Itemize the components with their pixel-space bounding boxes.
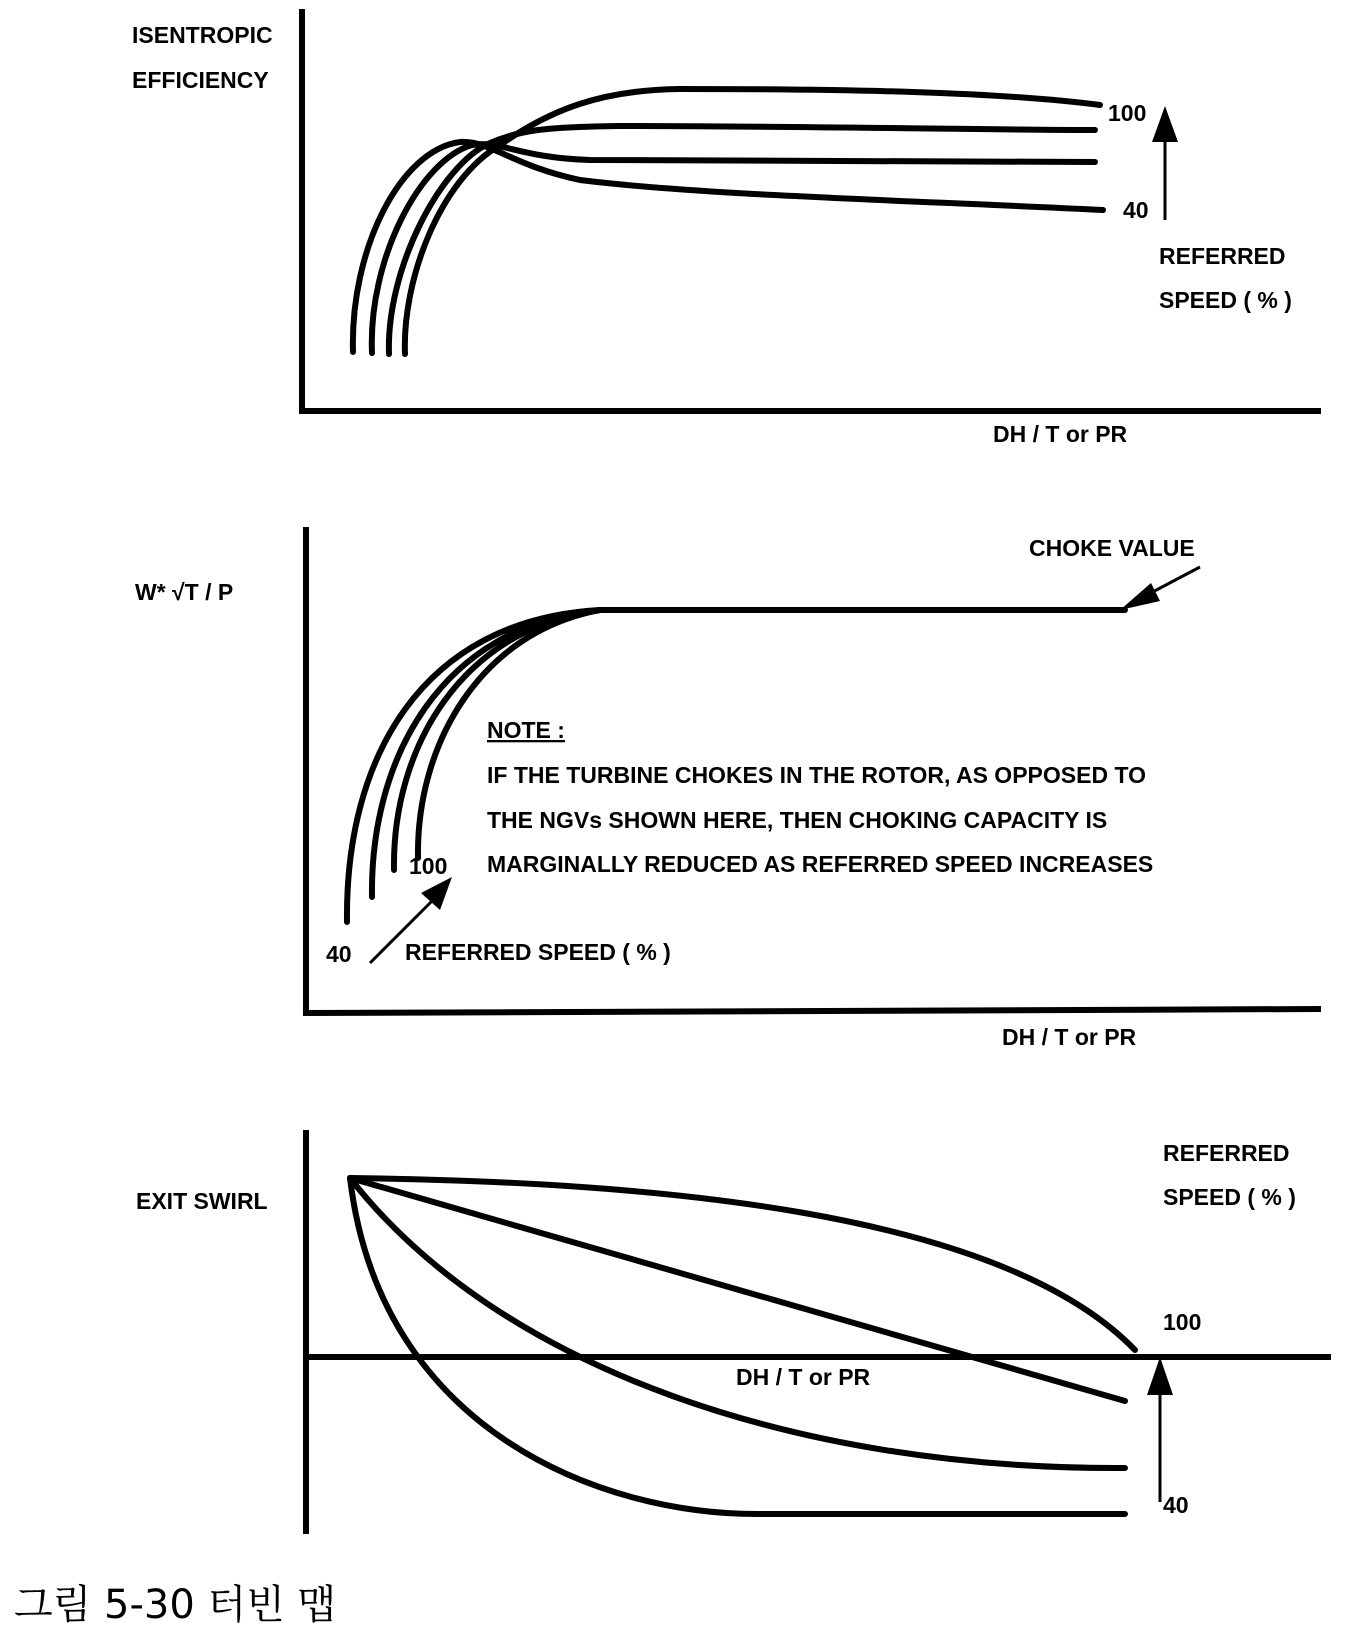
flow-x-axis bbox=[306, 1009, 1318, 1013]
efficiency-legend-line2: SPEED ( % ) bbox=[1159, 287, 1292, 313]
swirl-panel bbox=[136, 1133, 1328, 1531]
swirl-xlabel: DH / T or PR bbox=[736, 1364, 871, 1390]
swirl-speed-arrow-head bbox=[1147, 1357, 1173, 1395]
efficiency-ylabel-line2: EFFICIENCY bbox=[132, 67, 269, 93]
flow-note-title: NOTE : bbox=[487, 717, 565, 743]
flow-ylabel: W* √T / P bbox=[135, 579, 234, 605]
efficiency-speed-100-label: 100 bbox=[1108, 100, 1147, 126]
efficiency-legend-line1: REFERRED bbox=[1159, 243, 1286, 269]
flow-note-line3: MARGINALLY REDUCED AS REFERRED SPEED INCREASES bbox=[487, 851, 1154, 877]
efficiency-speed-arrow-head bbox=[1152, 106, 1178, 142]
flow-speed-100-label: 100 bbox=[409, 853, 448, 879]
efficiency-curve-60 bbox=[372, 144, 1095, 353]
efficiency-speed-40-label: 40 bbox=[1123, 197, 1149, 223]
flow-choke-label: CHOKE VALUE bbox=[1029, 535, 1195, 561]
flow-choke-arrow-head bbox=[1120, 583, 1160, 610]
flow-note-line1: IF THE TURBINE CHOKES IN THE ROTOR, AS OPPOSED TO bbox=[487, 762, 1146, 788]
efficiency-ylabel-line1: ISENTROPIC bbox=[132, 22, 273, 48]
flow-speed-label: REFERRED SPEED ( % ) bbox=[405, 939, 671, 965]
swirl-speed-100-label: 100 bbox=[1163, 1309, 1202, 1335]
figure-caption: 그림 5-30 터빈 맵 bbox=[14, 1582, 337, 1628]
flow-note-line2: THE NGVs SHOWN HERE, THEN CHOKING CAPACITY IS bbox=[487, 807, 1108, 833]
swirl-curve-60 bbox=[350, 1178, 1125, 1468]
swirl-curve-100 bbox=[350, 1178, 1135, 1350]
swirl-speed-40-label: 40 bbox=[1163, 1492, 1189, 1518]
flow-speed-40-label: 40 bbox=[326, 941, 352, 967]
efficiency-xlabel: DH / T or PR bbox=[993, 421, 1128, 447]
flow-xlabel: DH / T or PR bbox=[1002, 1024, 1137, 1050]
efficiency-panel bbox=[132, 12, 1318, 447]
swirl-ylabel: EXIT SWIRL bbox=[136, 1188, 268, 1214]
swirl-legend-line2: SPEED ( % ) bbox=[1163, 1184, 1296, 1210]
flow-speed-arrow-head bbox=[421, 877, 452, 910]
swirl-legend-line1: REFERRED bbox=[1163, 1140, 1290, 1166]
flow-panel bbox=[135, 530, 1318, 1050]
